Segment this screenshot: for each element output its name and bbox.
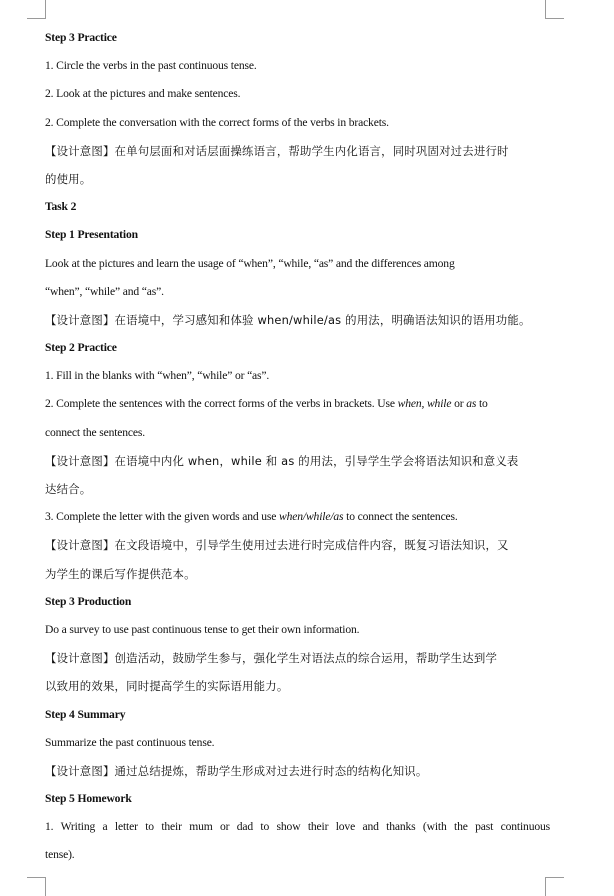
paragraph: 2. Complete the conversation with the correct forms of the verbs in brackets. — [45, 115, 389, 129]
design-intent-note: 为学生的课后写作提供范本。 — [45, 566, 196, 581]
heading-step1-presentation: Step 1 Presentation — [45, 228, 138, 242]
heading-step4-summary: Step 4 Summary — [45, 707, 126, 721]
italic-run: as — [466, 397, 477, 411]
paragraph: 1. Circle the verbs in the past continuous tense. — [45, 59, 257, 73]
design-intent-note: 【设计意图】在单句层面和对话层面操练语言，帮助学生内化语言，同时巩固对过去进行时 — [45, 143, 509, 158]
document-page — [45, 24, 550, 870]
design-intent-note: 的使用。 — [45, 171, 92, 186]
paragraph: “when”, “while” and “as”. — [45, 284, 164, 298]
design-intent-note: 【设计意图】在文段语境中，引导学生使用过去进行时完成信件内容，既复习语法知识，又 — [45, 538, 509, 553]
text-run: to connect the sentences. — [343, 510, 458, 524]
paragraph: Summarize the past continuous tense. — [45, 735, 215, 749]
paragraph: 1. Fill in the blanks with “when”, “while” or “as”. — [45, 369, 270, 383]
design-intent-note: 以致用的效果，同时提高学生的实际语用能力。 — [45, 679, 289, 694]
text-run: 2. Complete the sentences with the correct forms of the verbs in brackets. Use — [45, 397, 398, 411]
paragraph: tense). — [45, 848, 75, 862]
design-intent-note: 【设计意图】通过总结提炼，帮助学生形成对过去进行时态的结构化知识。 — [45, 763, 428, 778]
paragraph: Do a survey to use past continuous tense to get their own information. — [45, 622, 360, 636]
page-corner-mark-bottom-left — [27, 877, 46, 896]
paragraph-mixed — [45, 503, 550, 531]
heading-step3-practice: Step 3 Practice — [45, 31, 117, 44]
page-corner-mark-bottom-right — [545, 877, 564, 896]
design-intent-note: 【设计意图】在语境中内化 when，while 和 as 的用法，引导学生学会将语法知识和意义表 — [45, 453, 519, 468]
design-intent-note: 【设计意图】创造活动，鼓励学生参与，强化学生对语法点的综合运用，帮助学生达到学 — [45, 651, 498, 666]
italic-run: when, while — [397, 397, 452, 411]
heading-task2: Task 2 — [45, 200, 77, 214]
paragraph: Look at the pictures and learn the usage of “when”, “while, “as” and the differences among — [45, 256, 455, 270]
text-run: or — [451, 397, 467, 411]
design-intent-note: 达结合。 — [45, 482, 92, 496]
italic-run: when/while/as — [279, 510, 344, 524]
text-run: 3. Complete the letter with the given words and use — [45, 510, 280, 524]
heading-step3-production: Step 3 Production — [45, 594, 132, 608]
paragraph: 2. Look at the pictures and make sentences. — [45, 87, 241, 101]
paragraph: connect the sentences. — [45, 425, 146, 439]
paragraph-mixed — [45, 390, 550, 418]
heading-step2-practice: Step 2 Practice — [45, 341, 117, 355]
heading-step5-homework: Step 5 Homework — [45, 792, 132, 806]
design-intent-note: 【设计意图】在语境中，学习感知和体验 when/while/as 的用法，明确语法知识的语用功能。 — [45, 312, 531, 327]
page-corner-mark-top-right — [545, 0, 564, 19]
page-corner-mark-top-left — [27, 0, 46, 19]
paragraph: 1. Writing a letter to their mum or dad to show their love and thanks (with the past continuous — [45, 820, 550, 834]
text-run: to — [476, 397, 488, 411]
